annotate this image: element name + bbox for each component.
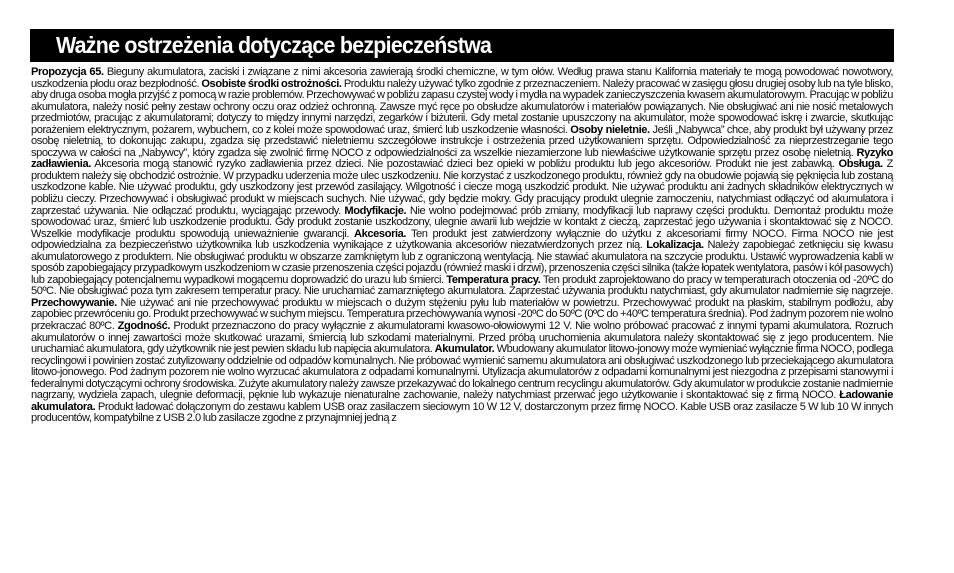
page-title: Ważne ostrzeżenia dotyczące bezpieczeństwa [56,32,492,58]
section-text-choking-hazard: Akcesoria mogą stanowić ryzyko zadławienia przez dzieci. Nie pozostawiać dzieci bez opieki w pobliżu produktu lub jego akcesoriów. Produkt nie jest zabawką. [90,158,839,171]
section-heading-operating-temperature: Temperatura pracy. [446,273,541,286]
safety-warnings-body [31,67,893,425]
section-text-location: Należy zapobiegać zetknięciu się kwasu akumulatorowego z produktem. Nie obsługiwać produktu w obszarze zamkniętym lub z ograniczoną wentylacją. Nie stawiać akumulatora na szczycie produktu. Ustawić wyprowadzenia kabli w sposób zapobiegający przypadkowym uszkodzeniom w czasie przenoszenia części pojazdu (również maski i drzwi), przenoszenia części silnika (także łopatek wentylatora, pasów i kół pasowych) lub zapobiegający potencjalnemu wypadkowi mogącemu doprowadzić do urazu lub śmierci. [31,239,893,286]
section-heading-accessories: Akcesoria. [354,227,407,240]
section-text-proposition-65: Bieguny akumulatora, zaciski i związane z nimi akcesoria zawierają środki chemiczne, w tym ołów. Według prawa stanu Kalifornia materiały te mogą powodować nowotwory, uszkodzenia płodu oraz bezpłodność. [31,66,893,90]
section-heading-minors: Osoby nieletnie. [570,123,650,136]
section-heading-modifications: Modyfikacje. [344,204,407,217]
section-heading-handling: Obsługa. [838,158,883,171]
section-text-compatibility: Produkt przeznaczono do pracy wyłącznie z akumulatorami kwasowo-ołowiowymi 12 V. Nie wolno próbować pracować z innymi typami akumulatora. Rozruch akumulatorów o innej zawartości może skutkować urazami, śmiercią lub szkodami materialnymi. Przed próbą uruchomienia akumulatora należy skontaktować się z jego producentem. Nie uruchamiać akumulatora, gdy użytkownik nie jest pewien składu lub napięcia akumulatora. [31,320,893,356]
section-heading-location: Lokalizacja. [646,239,704,252]
title-bar [30,29,894,62]
section-text-modifications: Nie wolno podejmować prób zmiany, modyfikacji lub naprawy części produktu. Demontaż produktu może spowodować uraz, śmierć lub uszkodzenie produktu. Gdy produkt zostanie uszkodzony, ulegnie awarii lub wejdzie w kontakt z cieczą, zaprzestać jego używania i skontaktować się z NOCO. Wszelkie modyfikacje produktu spowodują unieważnienie gwarancji. [31,204,894,240]
section-heading-compatibility: Zgodność. [117,320,171,333]
section-text-storage: Nie używać ani nie przechowywać produktu w miejscach o dużym stężeniu pyłu lub materiałów w powietrzu. Przechowywać produkt na płaskim, stabilnym podłożu, aby zapobiec przewróceniu go. Produkt przechowywać w suchym miejscu. Temperatura przechowywania wynosi -20ºC do 50ºC (0ºC do +40ºC temperatura średnia). Pod żadnym pozorem nie wolno przekraczać 80ºC. [31,296,893,333]
section-text-operating-temperature: Ten produkt zaprojektowano do pracy w temperaturach otoczenia od -20ºC do 50ºC. Nie obsługiwać poza tym zakresem temperatur pracy. Nie uruchamiać zamarzniętego akumulatora. Zaprzestać używania produktu natychmiast, gdy akumulator nadmiernie się nagrzeje. [31,273,893,298]
section-heading-battery-charging: Ładowanie akumulatora. [31,389,893,413]
section-heading-choking-hazard: Ryzyko zadławienia. [31,146,893,171]
section-text-battery: Wbudowany akumulator litowo-jonowy może wymieniać wyłącznie firma NOCO, podlega recyclingowi i powinien zostać zutylizowany oddzielnie od odpadów komunalnych. Nie próbować wymienić samemu akumulatora ani obsługiwać uszkodzonego lub przeciekającego akumulatora litowo-jonowego. Pod żadnym pozorem nie wolno wyrzucać akumulatora z odpadami komunalnymi. Utylizacja akumulatorów z odpadami komunalnymi jest niezgodna z przepisami stanowymi i federalnymi dotyczącymi ochrony środowiska. Zużyte akumulatory należy zawsze przekazywać do lokalnego centrum recyclingu akumulatorów. Gdy akumulator w produkcie zostanie nadmiernie nagrzany, wydziela zapach, ulegnie deformacji, pęknie lub wykazuje nienaturalne zachowanie, należy natychmiast przerwać jego użytkowanie i skontaktować się z firmą NOCO. [31,343,893,402]
section-text-minors: Jeśli „Nabywca” chce, aby produkt był używany przez osobę nieletnią, to dokonując zakupu, zgadza się przedstawić nieletniemu szczegółowe instrukcje i ostrzeżenia przed użytkowaniem sprzętu. Odpowiedzialność za nieprzestrzeganie tego spoczywa w całości na „Nabywcy”, który zgadza się zwolnić firmę NOCO z odpowiedzialności za wszelkie niezamierzone lub niewłaściwe użytkowanie sprzętu przez osobę nieletnią. [31,123,893,159]
section-heading-storage: Przechowywanie. [31,296,117,309]
section-heading-proposition-65: Propozycja 65. [31,66,104,78]
section-heading-battery: Akumulator. [434,343,495,356]
section-text-personal-precautions: Produktu należy używać tylko zgodnie z przeznaczeniem. Należy pracować w zasięgu głosu drugiej osoby lub na tyle blisko, aby druga osoba mogła przyjść z pomocą w razie problemów. Przechowywać w pobliżu zapasu czystej wody i mydła na wypadek zanieczyszczenia kwasem akumulatorowym. Pracując w pobliżu akumulatora, należy nosić pełny zestaw ochrony oczu oraz odzież ochronną. Zawsze myć ręce po obsłudze akumulatorów i materiałów powiązanych. Nie obsługiwać ani nie nosić metalowych przedmiotów, pracując z akumulatorami; dotyczy to między innymi narzędzi, zegarków i biżuterii. Gdy metal zostanie upuszczony na akumulator, może spowodować iskrę i zwarcie, skutkując porażeniem elektrycznym, pożarem, wybuchem, co z kolei może spowodować uraz, śmierć lub uszkodzenie własności. [31,77,893,136]
section-heading-personal-precautions: Osobiste środki ostrożności. [201,77,342,90]
section-text-handling: Z produktem należy się obchodzić ostrożnie. W przypadku uderzenia może ulec uszkodzeniu. Nie korzystać z uszkodzonego produktu, również gdy na obudowie pojawią się pęknięcia lub zostaną uszkodzone kable. Nie używać produktu, gdy uszkodzony jest przewód zasilający. Wilgotność i ciecze mogą uszkodzić produkt. Nie używać produktu ani żadnych składników elektrycznych w pobliżu cieczy. Przechowywać i obsługiwać produkt w miejscach suchych. Nie używać, gdy będzie mokry. Gdy pracujący produkt ulegnie zamoczeniu, natychmiast odłączyć od akumulatora i zaprzestać używania. Nie odłączać produktu, wyciągając przewody. [31,158,893,217]
section-text-battery-charging: Produkt ładować dołączonym do zestawu kablem USB oraz zasilaczem sieciowym 10 W 12 V, dostarczonym przez firmę NOCO. Kable USB oraz zasilacze 5 W lub 10 W innych producentów, kompatybilne z USB 2.0 lub zasilacze zgodne z przynajmniej jedną z [31,400,893,425]
section-text-accessories: Ten produkt jest zatwierdzony wyłącznie do użytku z akcesoriami firmy NOCO. Firma NOCO nie jest odpowiedzialna za bezpieczeństwo użytkownika lub uszkodzenia wynikające z użytkowania akcesoriów niezatwierdzonych przez nią. [31,227,893,252]
